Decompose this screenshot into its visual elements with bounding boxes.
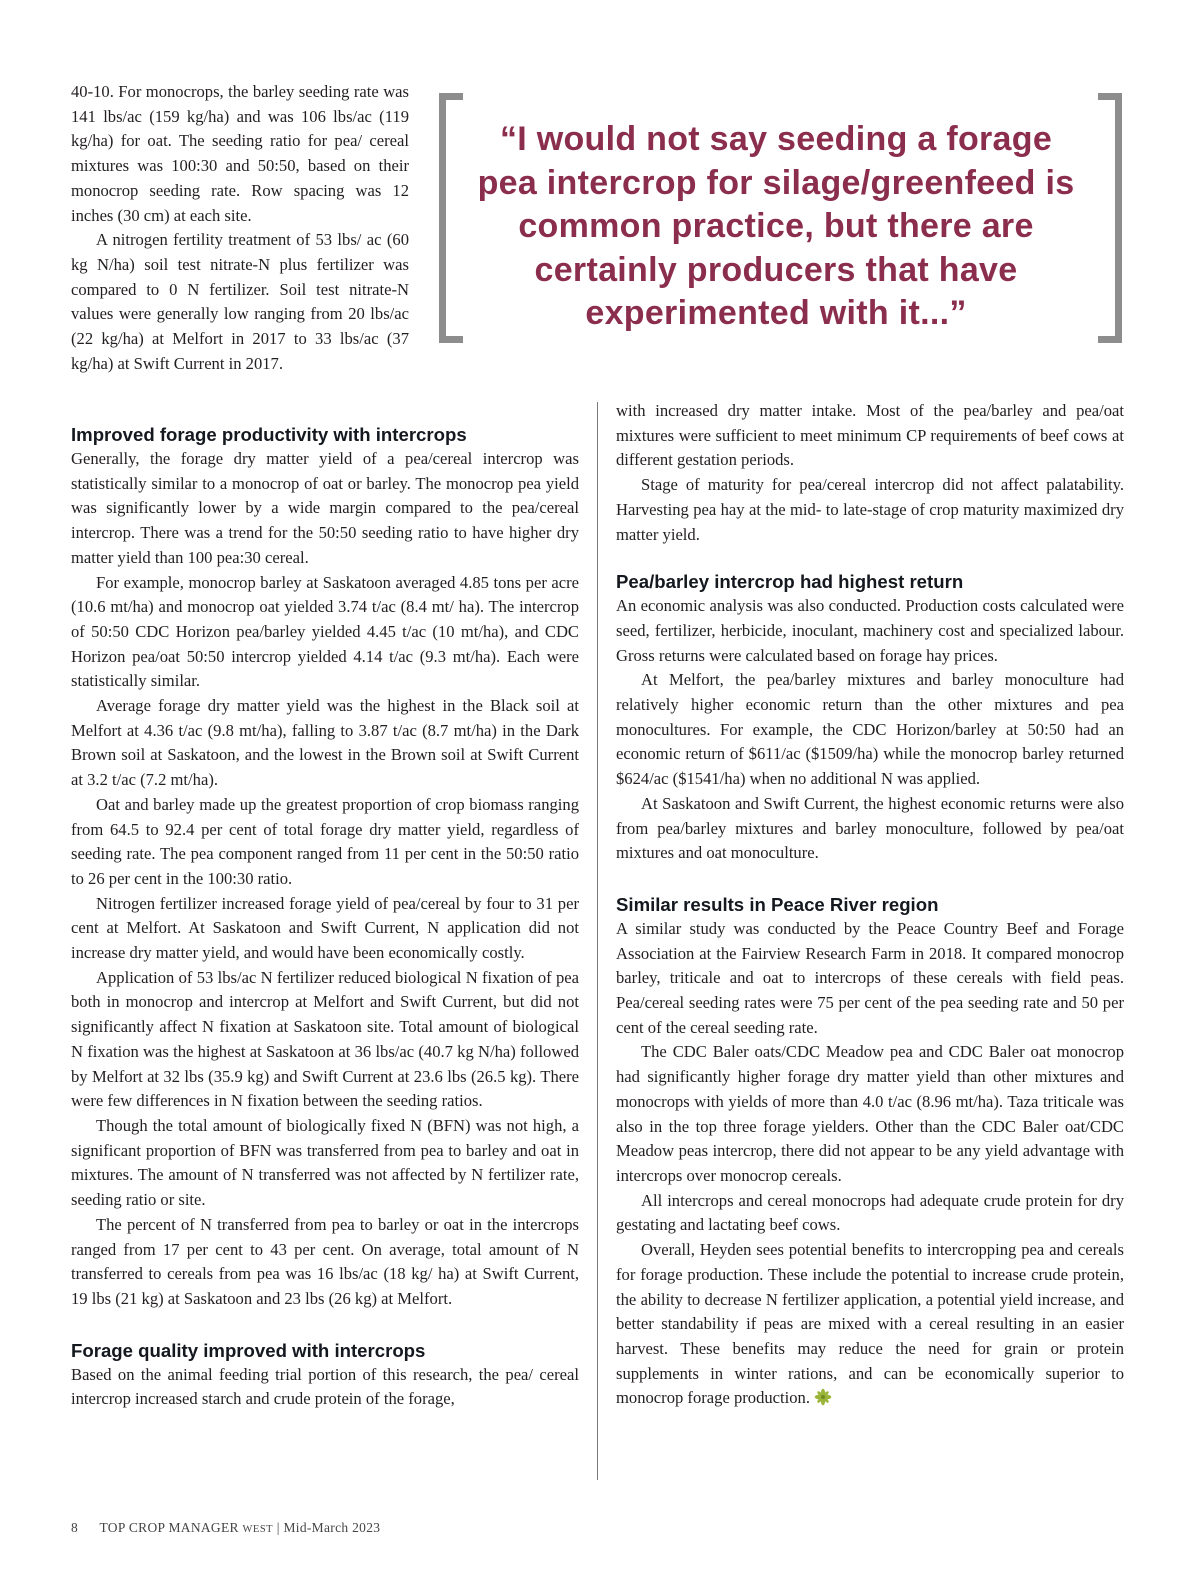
body-paragraph: Application of 53 lbs/ac N fertilizer reduced biological N fixation of pea both in monocrop and intercrop at Melfort and Swift Current, but did not significantly affect N fixation at Saskatoon site. Total amount of biological N fixation was the highest at Saskatoon at 36 lbs/ac (40.7 kg N/ha) followed by Melfort at 32 lbs (35.9 kg) and Swift Current at 23.6 lbs (26.5 kg). There were few differences in N fixation between the seeding ratios. <box>71 967 579 1111</box>
body-paragraph: An economic analysis was also conducted. Production costs calculated were seed, fertilizer, herbicide, inoculant, machinery cost and specialized labour. Gross returns were calculated based on forage hay prices. <box>616 596 1124 665</box>
body-paragraph: Based on the animal feeding trial portion of this research, the pea/ cereal intercrop increased starch and crude protein of the forage, <box>71 1364 579 1409</box>
body-paragraph: At Melfort, the pea/barley mixtures and barley monoculture had relatively higher economic return than the other mixtures and pea monocultures. For example, the CDC Horizon/barley at 50:50 had an economic return of $611/ac ($1509/ha) while the monocrop barley returned $624/ac ($1541/ha) when no additional N was applied. <box>616 670 1124 789</box>
section-heading-forage-quality: Forage quality improved with intercrops <box>71 1339 426 1361</box>
left-column <box>71 423 579 1412</box>
intro-paragraph-1: 40-10. For monocrops, the barley seeding rate was 141 lbs/ac (159 kg/ha) and was 106 lbs/ac (119 kg/ha) for oat. The seeding ratio for pea/ cereal mixtures was 100:30 and 50:50, based on their monocrop seeding rate. Row spacing was 12 inches (30 cm) at each site. <box>71 82 409 225</box>
body-paragraph: The percent of N transferred from pea to barley or oat in the intercrops ranged from 17 per cent to 43 per cent. On average, total amount of N transferred to cereals from pea was 16 lbs/ac (18 kg/ ha) at Swift Current, 19 lbs (21 kg) at Saskatoon and 23 lbs (26 kg) at Melfort. <box>71 1214 579 1308</box>
footer-separator: | <box>276 1520 280 1535</box>
body-paragraph: Stage of maturity for pea/cereal intercrop did not affect palatability. Harvesting pea hay at the mid- to late-stage of crop maturity maximized dry matter yield. <box>616 475 1124 544</box>
magazine-title: TOP CROP MANAGER <box>99 1520 239 1535</box>
body-paragraph-continued: with increased dry matter intake. Most of the pea/barley and pea/oat mixtures were sufficient to meet minimum CP requirements of beef cows at different gestation periods. <box>616 401 1124 470</box>
pull-quote: “I would not say seeding a forage pea intercrop for silage/greenfeed is common practice, but there are certainly producers that have experimented with it...” <box>477 120 1075 332</box>
body-paragraph: Nitrogen fertilizer increased forage yield of pea/cereal by four to 31 per cent at Melfort. At Saskatoon and Swift Current, N application did not increase dry matter yield, and would have been economically costly. <box>71 893 579 963</box>
body-paragraph: A similar study was conducted by the Peace Country Beef and Forage Association at the Fairview Research Farm in 2018. It compared monocrop barley, triticale and oat to intercrops of these cereals with field peas. Pea/cereal seeding rates were 75 per cent of the pea seeding rate and 50 per cent of the cereal seeding rate. <box>616 918 1124 1037</box>
section-heading-peace-river: Similar results in Peace River region <box>616 893 939 915</box>
body-paragraph: All intercrops and cereal monocrops had adequate crude protein for dry gestating and lactating beef cows. <box>616 1190 1124 1235</box>
body-paragraph: Average forage dry matter yield was the highest in the Black soil at Melfort at 4.36 t/ac (9.8 mt/ha), falling to 3.87 t/ac (8.7 mt/ha) in the Dark Brown soil at Saskatoon, and the lowest in the Brown soil at Swift Current at 3.2 t/ac (7.2 mt/ha). <box>71 696 579 790</box>
body-paragraph: Generally, the forage dry matter yield of a pea/cereal intercrop was statistically similar to a monocrop of oat or barley. The monocrop pea yield was significantly lower by a wide margin compared to the pea/cereal intercrop. There was a trend for the 50:50 seeding ratio to have higher dry matter yield than 100 pea:30 cereal. <box>71 449 579 567</box>
intro-text <box>71 80 409 376</box>
body-paragraph: The CDC Baler oats/CDC Meadow pea and CDC Baler oat monocrop had significantly higher forage dry matter yield than other mixtures and monocrops with yields of more than 4.0 t/ac (8.96 mt/ha). Taza triticale was also in the top three forage yielders. Other than the CDC Baler oat/CDC Meadow peas intercrop, there did not appear to be any yield advantage with intercrops over monocrop cereals. <box>616 1042 1124 1185</box>
section-heading-forage-productivity: Improved forage productivity with intercrops <box>71 424 467 445</box>
page-footer <box>71 1520 380 1536</box>
issue-date: Mid-March 2023 <box>283 1520 381 1535</box>
body-paragraph-final <box>616 1238 1124 1411</box>
magazine-edition: WEST <box>242 1524 274 1535</box>
final-paragraph-text: Overall, Heyden sees potential benefits to intercropping pea and cereals for forage production. These include the potential to increase crude protein, the ability to decrease N fertilizer application, a potential yield increase, and better standability if peas are mixed with a cereal resulting in an easier harvest. These benefits may reduce the need for grain or protein supplements in winter rations, and can be economically superior to monocrop forage production. <box>616 1240 1124 1408</box>
leaf-icon <box>814 1388 832 1406</box>
column-divider <box>597 402 598 1480</box>
body-paragraph: Oat and barley made up the greatest proportion of crop biomass ranging from 64.5 to 92.4 per cent of total forage dry matter yield, regardless of seeding rate. The pea component ranged from 11 per cent in the 50:50 ratio to 26 per cent in the 100:30 ratio. <box>71 794 579 888</box>
body-paragraph: For example, monocrop barley at Saskatoon averaged 4.85 tons per acre (10.6 mt/ha) and monocrop oat yielded 3.74 t/ac (8.4 mt/ ha). The intercrop of 50:50 CDC Horizon pea/barley yielded 4.45 t/ac (10 mt/ha), and CDC Horizon pea/oat 50:50 intercrop yielded 4.14 t/ac (9.3 mt/ha). Each were statistically similar. <box>71 572 579 691</box>
page-number: 8 <box>71 1520 79 1535</box>
right-bracket <box>1098 93 1122 343</box>
left-bracket <box>439 93 463 343</box>
body-paragraph: Though the total amount of biologically fixed N (BFN) was not high, a significant proportion of BFN was transferred from pea to barley and oat in mixtures. The amount of N transferred was not affected by N fertilizer rate, seeding ratio or site. <box>71 1115 579 1210</box>
body-paragraph: At Saskatoon and Swift Current, the highest economic returns were also from pea/barley mixtures and barley monoculture, followed by pea/oat mixtures and oat monoculture. <box>616 793 1124 863</box>
right-column <box>616 399 1124 1411</box>
intro-paragraph-2: A nitrogen fertility treatment of 53 lbs/ ac (60 kg N/ha) soil test nitrate-N plus fertilizer was compared to 0 N fertilizer. Soil test nitrate-N values were generally low ranging from 20 lbs/ac (22 kg/ha) at Melfort in 2017 to 33 lbs/ac (37 kg/ha) at Swift Current in 2017. <box>71 230 409 373</box>
section-heading-economic-return: Pea/barley intercrop had highest return <box>616 571 964 593</box>
